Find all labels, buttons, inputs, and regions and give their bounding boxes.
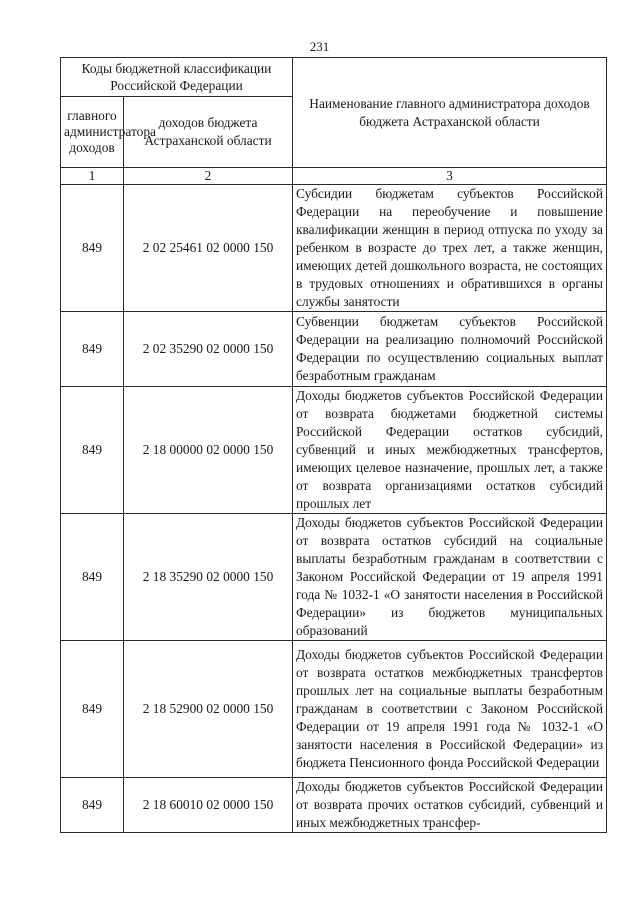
- header-col-name: Наименование главного администратора доходов бюджета Астраханской области: [293, 58, 607, 168]
- admin-code-cell: 849: [61, 778, 124, 833]
- income-code-cell: 2 02 25461 02 0000 150: [124, 185, 293, 312]
- table-row: [61, 312, 607, 387]
- income-name-cell: Доходы бюджетов субъектов Российской Федерации от возврата прочих остатков субсидий, субвенций и иных межбюджетных трансфер-: [293, 778, 607, 833]
- income-name-cell: Доходы бюджетов субъектов Российской Федерации от возврата бюджетами бюджетной системы Российской Федерации остатков субсидий, субвенций и иных межбюджетных трансфертов, имеющих целевое назначение, прошлых лет, а также от возврата организациями остатков субсидий прошлых лет: [293, 387, 607, 514]
- income-code-cell: 2 18 52900 02 0000 150: [124, 641, 293, 778]
- table-row: [61, 641, 607, 778]
- budget-classification-table: [60, 57, 607, 833]
- table-row: [61, 778, 607, 833]
- column-number-1: 1: [61, 168, 124, 185]
- header-col-admin: главного администратора доходов: [61, 97, 124, 168]
- income-code-cell: 2 18 35290 02 0000 150: [124, 514, 293, 641]
- table-row: [61, 185, 607, 312]
- table-row: [61, 387, 607, 514]
- admin-code-cell: 849: [61, 312, 124, 387]
- admin-code-cell: 849: [61, 641, 124, 778]
- table-row: [61, 514, 607, 641]
- header-row-top: [61, 58, 607, 97]
- income-code-cell: 2 18 00000 02 0000 150: [124, 387, 293, 514]
- column-number-2: 2: [124, 168, 293, 185]
- column-number-row: [61, 168, 607, 185]
- column-number-3: 3: [293, 168, 607, 185]
- page-number: 231: [309, 39, 330, 54]
- admin-code-cell: 849: [61, 387, 124, 514]
- income-name-cell: Доходы бюджетов субъектов Российской Федерации от возврата остатков субсидий на социальные выплаты безработным гражданам в соответствии с Законом Российской Федерации от 19 апреля 1991 года № 1032-1 «О занятости населения в Российской Федерации» из бюджетов муниципальных образований: [293, 514, 607, 641]
- income-code-cell: 2 18 60010 02 0000 150: [124, 778, 293, 833]
- admin-code-cell: 849: [61, 185, 124, 312]
- header-group-title: Коды бюджетной классификации Российской Федерации: [61, 58, 293, 97]
- admin-code-cell: 849: [61, 514, 124, 641]
- income-code-cell: 2 02 35290 02 0000 150: [124, 312, 293, 387]
- header-col-income: доходов бюджета Астраханской области: [124, 97, 293, 168]
- income-name-cell: Субвенции бюджетам субъектов Российской Федерации на реализацию полномочий Российской Федерации по осуществлению социальных выплат безработным гражданам: [293, 312, 607, 387]
- income-name-cell: Доходы бюджетов субъектов Российской Федерации от возврата остатков межбюджетных трансфертов прошлых лет на социальные выплаты безработным гражданам в соответствии с Законом Российской Федерации от 19 апреля 1991 года № 1032-1 «О занятости населения в Российской Федерации» из бюджета Пенсионного фонда Российской Федерации: [293, 641, 607, 778]
- income-name-cell: Субсидии бюджетам субъектов Российской Федерации на переобучение и повышение квалификации женщин в период отпуска по уходу за ребенком в возрасте до трех лет, а также женщин, имеющих детей дошкольного возраста, не состоящих в трудовых отношениях и обратившихся в органы службы занятости: [293, 185, 607, 312]
